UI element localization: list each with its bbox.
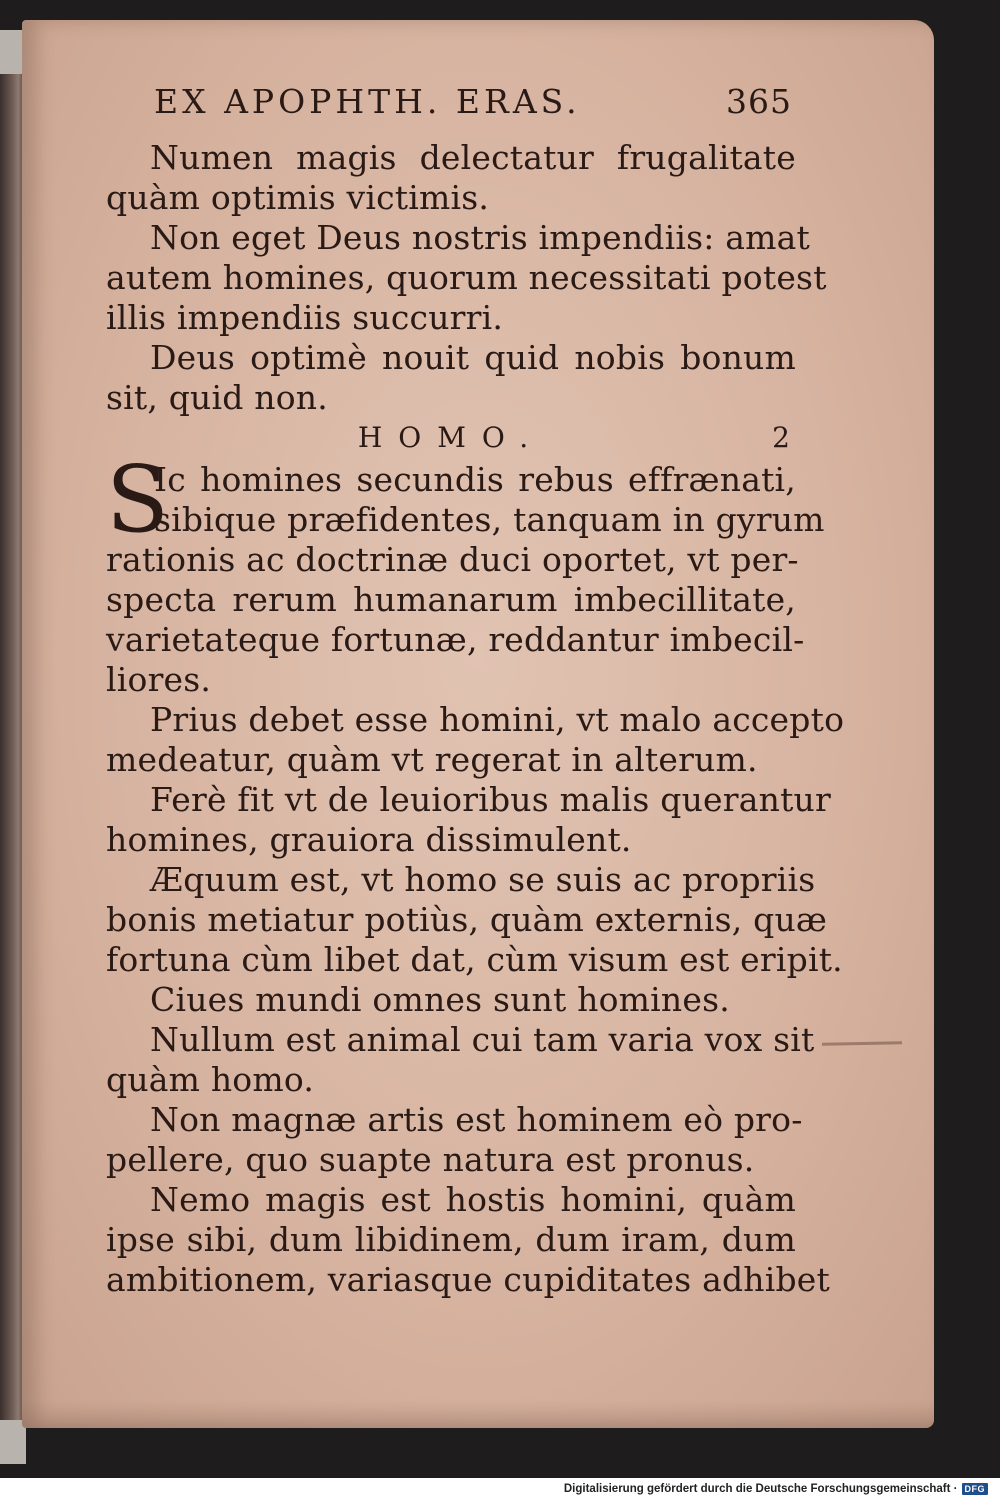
text-line: homines, grauiora dissimulent. bbox=[106, 820, 632, 859]
text-line: Ic homines secundis rebus effrænati, bbox=[154, 460, 796, 499]
text-line: illis impendiis succurri. bbox=[106, 298, 504, 337]
text-line: sibique præfidentes, tanquam in gyrum bbox=[154, 500, 825, 539]
text-line: Non magnæ artis est hominem eò pro- bbox=[150, 1100, 803, 1139]
section-heading bbox=[106, 418, 796, 460]
text-line: quàm homo. bbox=[106, 1060, 315, 1099]
text-line: ambitionem, variasque cupiditates adhibet bbox=[106, 1260, 831, 1299]
section-title: HOMO. bbox=[357, 421, 545, 454]
text-line: Non eget Deus nostris impendiis: amat bbox=[150, 218, 810, 257]
ink-mark bbox=[822, 1041, 902, 1045]
page-text bbox=[106, 82, 845, 1300]
page-number: 365 bbox=[726, 82, 792, 121]
digitization-credit bbox=[564, 1481, 988, 1497]
text-line: Deus optimè nouit quid nobis bonum bbox=[150, 338, 796, 377]
text-line: Æquum est, vt homo se suis ac propriis bbox=[150, 860, 816, 899]
text-line: fortuna cùm libet dat, cùm visum est eripit. bbox=[106, 940, 843, 979]
text-line: Prius debet esse homini, vt malo accepto bbox=[150, 700, 845, 739]
text-line: Ciues mundi omnes sunt homines. bbox=[150, 980, 730, 1019]
running-head bbox=[106, 82, 796, 138]
text-line: bonis metiatur potiùs, quàm externis, quæ bbox=[106, 900, 828, 939]
text-line: sit, quid non. bbox=[106, 378, 328, 417]
text-line: Numen magis delectatur frugalitate bbox=[150, 138, 796, 177]
text-line: liores. bbox=[106, 660, 212, 699]
dropcap-paragraph bbox=[106, 446, 825, 553]
section-number: 2 bbox=[772, 421, 790, 454]
text-line: Nullum est animal cui tam varia vox sit bbox=[150, 1020, 815, 1059]
drop-capital: S bbox=[106, 446, 170, 553]
book-page bbox=[22, 20, 934, 1428]
text-line: autem homines, quorum necessitati potest bbox=[106, 258, 827, 297]
text-line: medeatur, quàm vt regerat in alterum. bbox=[106, 740, 758, 779]
running-head-title: EX APOPHTH. ERAS. bbox=[154, 82, 581, 121]
credit-text: Digitalisierung gefördert durch die Deutsche Forschungsgemeinschaft · bbox=[563, 1483, 958, 1495]
text-line: Ferè fit vt de leuioribus malis querantur bbox=[150, 780, 831, 819]
dfg-logo-icon: DFG bbox=[962, 1483, 989, 1495]
text-line: specta rerum humanarum imbecillitate, bbox=[106, 580, 796, 619]
text-line: pellere, quo suapte natura est pronus. bbox=[106, 1140, 755, 1179]
text-line: varietateque fortunæ, reddantur imbecil- bbox=[106, 620, 805, 659]
text-line: quàm optimis victimis. bbox=[106, 178, 490, 217]
text-line: ipse sibi, dum libidinem, dum iram, dum bbox=[106, 1220, 796, 1259]
text-line: Nemo magis est hostis homini, quàm bbox=[150, 1180, 796, 1219]
text-line: rationis ac doctrinæ duci oportet, vt per- bbox=[106, 540, 799, 579]
